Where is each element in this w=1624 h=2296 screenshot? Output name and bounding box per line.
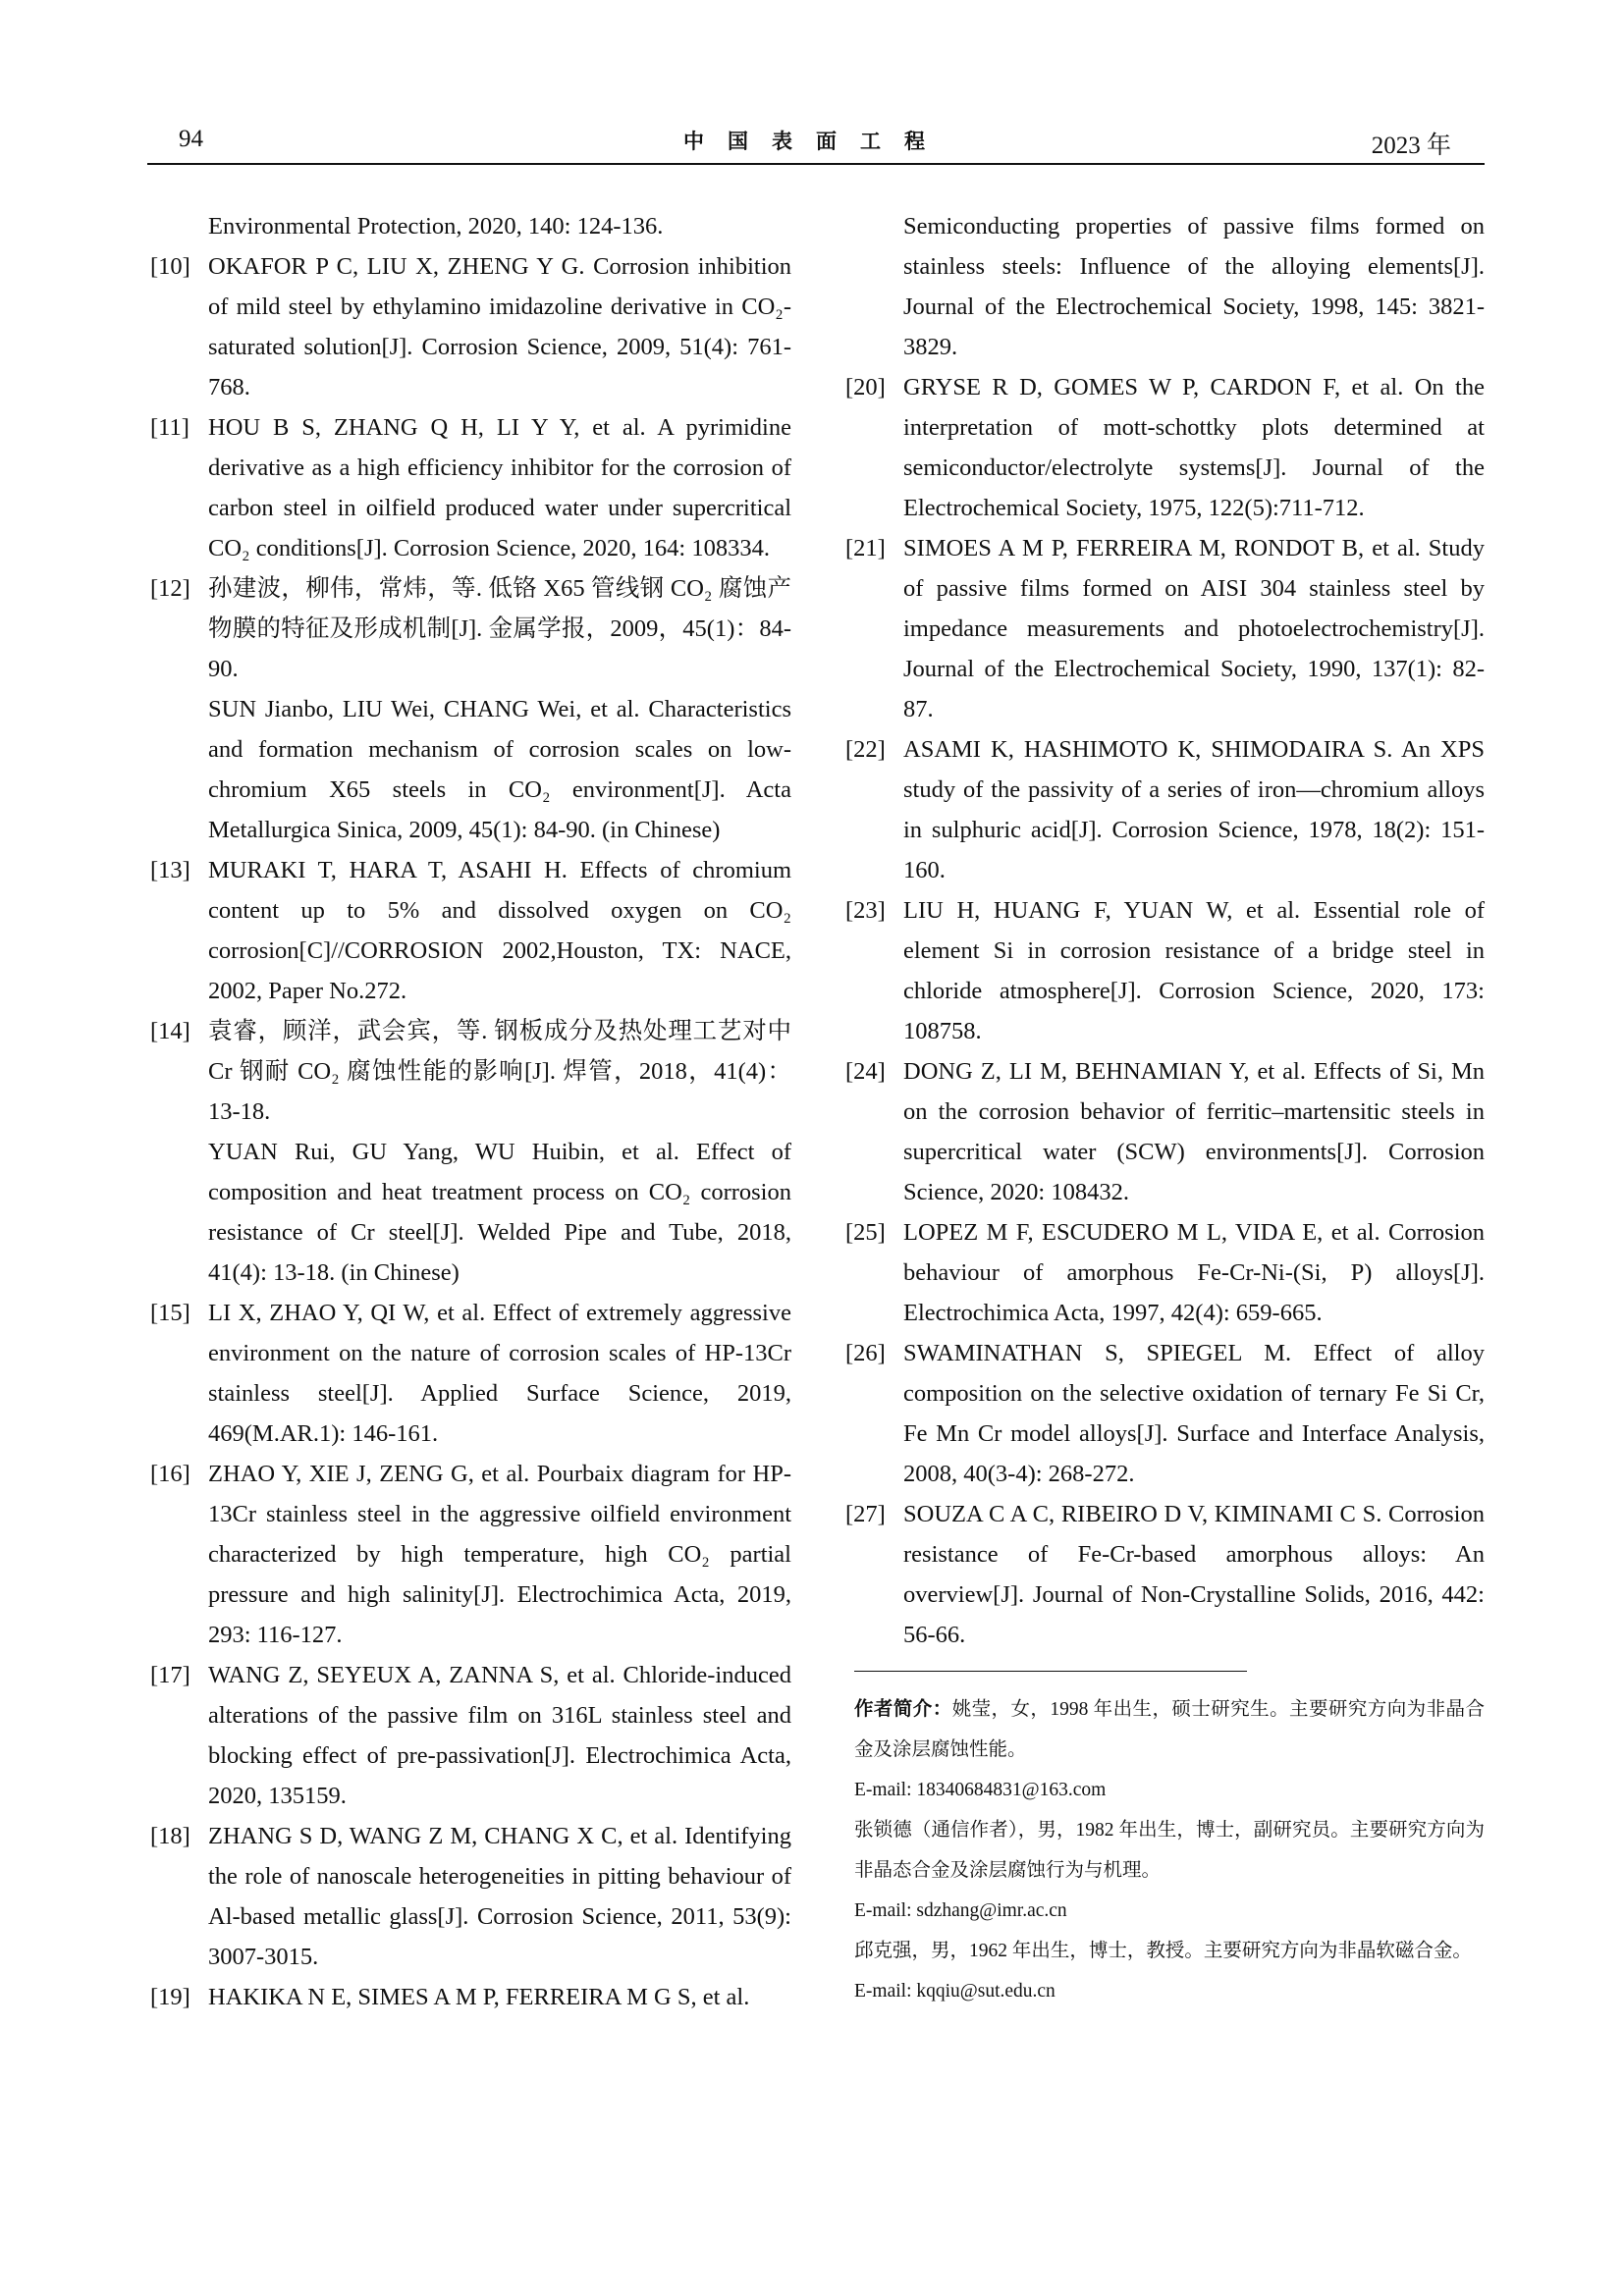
reference-text: SOUZA C A C, RIBEIRO D V, KIMINAMI C S. Corrosion resistance of Fe-Cr-based amorphous alloys: An overview[J]. Journal of Non-Crystalline Solids, 2016, 442: 56-66. bbox=[903, 1501, 1485, 1648]
reference-number: [23] bbox=[845, 897, 886, 924]
author-3-bio: 邱克强，男，1962 年出生，博士，教授。主要研究方向为非晶软磁合金。 bbox=[854, 1941, 1472, 1961]
right-column bbox=[842, 206, 1485, 2011]
running-header bbox=[147, 126, 1485, 165]
reference-number: [14] bbox=[150, 1018, 190, 1044]
reference-item bbox=[147, 568, 791, 689]
reference-text: SWAMINATHAN S, SPIEGEL M. Effect of alloy composition on the selective oxidation of ternary Fe Si Cr, Fe Mn Cr model alloys[J]. Surface and Interface Analysis, 2008, 40(3-4): 268-272. bbox=[903, 1340, 1485, 1487]
reference-item bbox=[147, 407, 791, 568]
reference-continuation: Environmental Protection, 2020, 140: 124-136. bbox=[208, 213, 664, 240]
publication-year: 2023 年 bbox=[1371, 133, 1451, 159]
author-bio bbox=[842, 1689, 1485, 2011]
reference-text: DONG Z, LI M, BEHNAMIAN Y, et al. Effects of Si, Mn on the corrosion behavior of ferritic–martensitic steels in supercritical water (SCW) environments[J]. Corrosion Science, 2020: 108432. bbox=[903, 1058, 1485, 1205]
bio-label: 作者简介： bbox=[854, 1699, 952, 1720]
reference-text: HOU B S, ZHANG Q H, LI Y Y, et al. A pyrimidine derivative as a high efficiency inhibitor for the corrosion of carbon steel in oilfield produced water under supercritical CO₂ conditions[J]. Corrosion Science, 2020, 164: 108334. bbox=[208, 414, 791, 561]
journal-title: 中国表面工程 bbox=[683, 130, 948, 153]
reference-item bbox=[147, 1011, 791, 1132]
reference-number: [15] bbox=[150, 1300, 190, 1326]
reference-number: [17] bbox=[150, 1662, 190, 1688]
reference-item bbox=[147, 246, 791, 407]
reference-number: [24] bbox=[845, 1058, 886, 1085]
author-1-bio bbox=[854, 1689, 1485, 1770]
reference-item bbox=[842, 1494, 1485, 1655]
reference-text: GRYSE R D, GOMES W P, CARDON F, et al. On the interpretation of mott-schottky plots determined at semiconductor/electrolyte systems[J]. Journal of the Electrochemical Society, 1975, 122(5):711-712. bbox=[903, 374, 1485, 521]
reference-number: [22] bbox=[845, 736, 886, 763]
author-2-email: E-mail: sdzhang@imr.ac.cn bbox=[854, 1900, 1067, 1921]
reference-number: [13] bbox=[150, 857, 190, 883]
author-1-email: E-mail: 18340684831@163.com bbox=[854, 1780, 1107, 1800]
reference-number: [21] bbox=[845, 535, 886, 561]
reference-item bbox=[147, 1655, 791, 1816]
reference-number: [26] bbox=[845, 1340, 886, 1366]
page-number: 94 bbox=[179, 126, 203, 152]
reference-item bbox=[147, 1816, 791, 1977]
reference-item bbox=[842, 1212, 1485, 1333]
left-column bbox=[147, 206, 791, 2017]
reference-text: LIU H, HUANG F, YUAN W, et al. Essential role of element Si in corrosion resistance of a bridge steel in chloride atmosphere[J]. Corrosion Science, 2020, 173: 108758. bbox=[903, 897, 1485, 1044]
reference-number: [11] bbox=[150, 414, 189, 441]
reference-text: MURAKI T, HARA T, ASAHI H. Effects of chromium content up to 5% and dissolved oxygen on CO₂ corrosion[C]//CORROSION 2002,Houston, TX: NACE, 2002, Paper No.272. bbox=[208, 857, 791, 1004]
reference-text: 袁睿，顾洋，武会宾，等. 钢板成分及热处理工艺对中 Cr 钢耐 CO₂ 腐蚀性能的影响[J]. 焊管，2018，41(4)：13-18. bbox=[208, 1018, 791, 1125]
reference-item bbox=[842, 528, 1485, 729]
reference-number: [25] bbox=[845, 1219, 886, 1246]
reference-number: [12] bbox=[150, 575, 190, 602]
reference-item bbox=[842, 367, 1485, 528]
reference-english-translation: YUAN Rui, GU Yang, WU Huibin, et al. Effect of composition and heat treatment process on CO₂ corrosion resistance of Cr steel[J]. Welded Pipe and Tube, 2018, 41(4): 13-18. (in Chinese) bbox=[208, 1139, 791, 1286]
reference-number: [18] bbox=[150, 1823, 190, 1849]
reference-number: [16] bbox=[150, 1461, 190, 1487]
author-2-bio: 张锁德（通信作者），男，1982 年出生，博士，副研究员。主要研究方向为非晶态合金及涂层腐蚀行为与机理。 bbox=[854, 1820, 1485, 1881]
reference-text: SIMOES A M P, FERREIRA M, RONDOT B, et al. Study of passive films formed on AISI 304 stainless steel by impedance measurements and photoelectrochemistry[J]. Journal of the Electrochemical Society, 1990, 137(1): 82-87. bbox=[903, 535, 1485, 722]
reference-item bbox=[147, 1454, 791, 1655]
reference-continuation: Semiconducting properties of passive films formed on stainless steels: Influence of the alloying elements[J]. Journal of the Electrochemical Society, 1998, 145: 3821-3829. bbox=[903, 213, 1485, 360]
reference-text: ZHANG S D, WANG Z M, CHANG X C, et al. Identifying the role of nanoscale heterogeneities in pitting behaviour of Al-based metallic glass[J]. Corrosion Science, 2011, 53(9): 3007-3015. bbox=[208, 1823, 791, 1970]
reference-number: [20] bbox=[845, 374, 886, 400]
author-1-text: 姚莹，女，1998 年出生，硕士研究生。主要研究方向为非晶合金及涂层腐蚀性能。 bbox=[854, 1699, 1485, 1760]
header-rule bbox=[147, 163, 1485, 165]
reference-text: OKAFOR P C, LIU X, ZHENG Y G. Corrosion inhibition of mild steel by ethylamino imidazoline derivative in CO₂-saturated solution[J]. Corrosion Science, 2009, 51(4): 761-768. bbox=[208, 253, 791, 400]
reference-text: LOPEZ M F, ESCUDERO M L, VIDA E, et al. Corrosion behaviour of amorphous Fe-Cr-Ni-(Si, P) alloys[J]. Electrochimica Acta, 1997, 42(4): 659-665. bbox=[903, 1219, 1485, 1326]
bio-divider bbox=[854, 1671, 1247, 1672]
reference-item bbox=[147, 1293, 791, 1454]
reference-number: [27] bbox=[845, 1501, 886, 1527]
reference-item bbox=[147, 850, 791, 1011]
reference-text: LI X, ZHAO Y, QI W, et al. Effect of extremely aggressive environment on the nature of corrosion scales of HP-13Cr stainless steel[J]. Applied Surface Science, 2019, 469(M.AR.1): 146-161. bbox=[208, 1300, 791, 1447]
author-3-email: E-mail: kqqiu@sut.edu.cn bbox=[854, 1981, 1056, 2002]
reference-text: ASAMI K, HASHIMOTO K, SHIMODAIRA S. An XPS study of the passivity of a series of iron—chromium alloys in sulphuric acid[J]. Corrosion Science, 1978, 18(2): 151-160. bbox=[903, 736, 1485, 883]
reference-item bbox=[842, 729, 1485, 890]
reference-item bbox=[147, 1977, 791, 2017]
reference-text: HAKIKA N E, SIMES A M P, FERREIRA M G S, et al. bbox=[208, 1984, 750, 2010]
reference-number: [10] bbox=[150, 253, 190, 280]
reference-number: [19] bbox=[150, 1984, 190, 2010]
reference-item bbox=[842, 1051, 1485, 1212]
reference-text: 孙建波，柳伟，常炜，等. 低铬 X65 管线钢 CO₂ 腐蚀产物膜的特征及形成机制[J]. 金属学报，2009，45(1)：84-90. bbox=[208, 575, 791, 682]
reference-text: ZHAO Y, XIE J, ZENG G, et al. Pourbaix diagram for HP-13Cr stainless steel in the aggressive oilfield environment characterized by high temperature, high CO₂ partial pressure and high salinity[J]. Electrochimica Acta, 2019, 293: 116-127. bbox=[208, 1461, 791, 1648]
reference-text: WANG Z, SEYEUX A, ZANNA S, et al. Chloride-induced alterations of the passive film on 316L stainless steel and blocking effect of pre-passivation[J]. Electrochimica Acta, 2020, 135159. bbox=[208, 1662, 791, 1809]
reference-item bbox=[842, 890, 1485, 1051]
reference-item bbox=[842, 1333, 1485, 1494]
reference-english-translation: SUN Jianbo, LIU Wei, CHANG Wei, et al. Characteristics and formation mechanism of corrosion scales on low-chromium X65 steels in CO₂ environment[J]. Acta Metallurgica Sinica, 2009, 45(1): 84-90. (in Chinese) bbox=[208, 696, 791, 843]
